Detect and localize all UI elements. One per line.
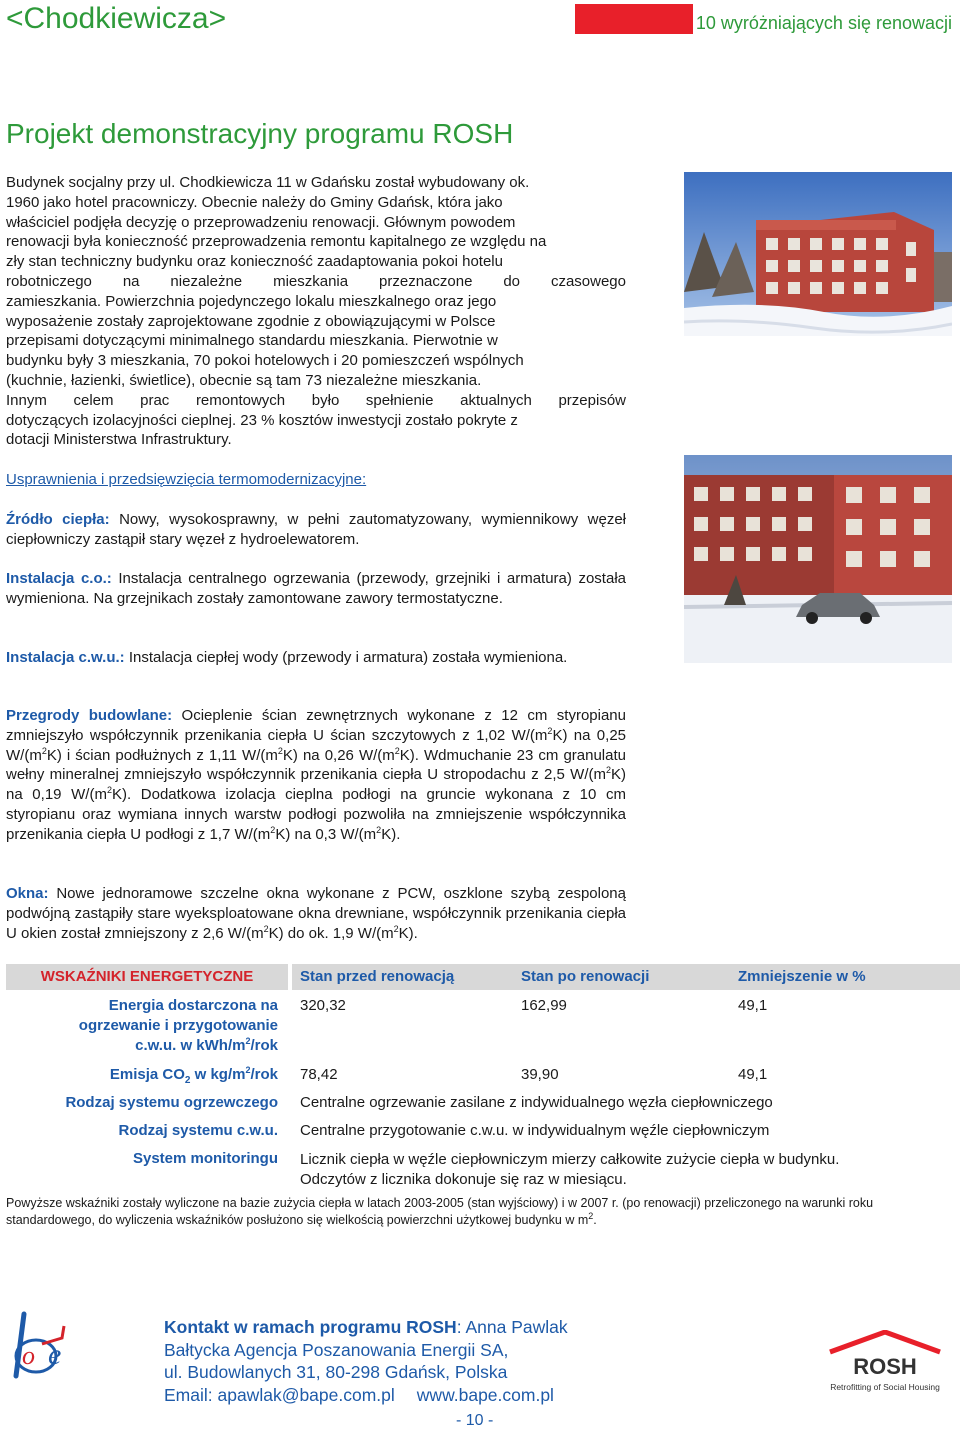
table-header-cell: Zmniejszenie w % — [730, 964, 960, 990]
partitions-label: Przegrody budowlane: — [6, 707, 173, 724]
row-label-text: Emisja CO — [109, 1066, 185, 1083]
table-cell: 49,1 — [738, 1066, 768, 1083]
contact-line — [164, 1384, 568, 1407]
table-cell: 39,90 — [521, 1066, 559, 1083]
intro-line: (kuchnie, łazienki, świetlice), obecnie są tam 73 niezależne mieszkania. — [6, 371, 482, 389]
row-label-heating-system: Rodzaj systemu ogrzewczego — [65, 1094, 278, 1111]
table-header-row — [6, 964, 952, 990]
row-label-monitoring: System monitoringu — [132, 1150, 278, 1167]
table-header-cell: WSKAŹNIKI ENERGETYCZNE — [6, 964, 288, 990]
contact-address: ul. Budowlanych 31, 80-298 Gdańsk, Polska — [164, 1362, 508, 1382]
header-series-label: 10 wyróżniających się renowacji — [695, 13, 952, 33]
intro-line: Budynek socjalny przy ul. Chodkiewicza 11 w Gdańsku został wybudowany ok. — [6, 174, 530, 191]
table-cell: 320,32 — [300, 997, 346, 1014]
partitions-text: K) na 0,19 W/(m — [6, 766, 626, 804]
windows-label: Okna: — [6, 885, 49, 902]
heat-source-text: Nowy, wysokosprawny, w pełni zautomatyzowany, wymiennikowy węzeł ciepłowniczy zastąpił stary węzeł z hydroelewatorem. — [6, 511, 627, 548]
row-label-line: ogrzewanie i przygotowanie — [78, 1017, 278, 1034]
contact-line — [164, 1316, 568, 1339]
heating-installation-paragraph — [6, 569, 626, 609]
table-cell-line: Odczytów z licznika dokonuje się raz w miesiącu. — [300, 1171, 627, 1188]
footnote-text: Powyższe wskaźniki zostały wyliczone na bazie zużycia ciepła w latach 2003-2005 (stan wyjściowy) i w 2007 r. (po renowacji) przeliczonego na warunki roku standardowego, do wyliczenia wskaźników posłużono się wielkością powierzchni użytkowej budynku w m — [6, 1196, 874, 1227]
intro-line: właściciel podjęła decyzję o przeprowadzeniu renowacji. Głównym powodem — [6, 213, 516, 231]
contact-website-link[interactable]: www.bape.com.pl — [416, 1384, 554, 1405]
table-header-cell: Stan przed renowacją — [292, 964, 517, 990]
contact-email[interactable]: Email: apawlak@bape.com.pl — [164, 1384, 395, 1405]
project-title: Projekt demonstracyjny programu ROSH — [6, 118, 514, 149]
table-cell: 49,1 — [738, 997, 768, 1014]
row-label-line — [6, 1036, 278, 1056]
heating-installation-text: Instalacja centralnego ogrzewania (przewody, grzejniki i armatura) została wymieniona. Na grzejnikach zostały zamontowane zawory termostatyczne. — [6, 570, 626, 607]
table-cell — [300, 1150, 839, 1190]
table-row — [6, 996, 952, 1058]
improvements-heading — [6, 470, 626, 490]
rosh-logo — [816, 1330, 954, 1396]
partitions-text: K). — [381, 825, 401, 843]
table-row — [6, 1094, 952, 1116]
superscript: 2 — [263, 923, 269, 934]
superscript: 2 — [547, 725, 553, 736]
bape-logo — [4, 1306, 84, 1388]
superscript: 2 — [245, 1065, 251, 1075]
table-row — [6, 1066, 952, 1088]
table-cell-line: Licznik ciepła w węźle ciepłowniczym mierzy całkowite zużycie ciepła w budynku. — [300, 1151, 840, 1168]
row-label-line: Energia dostarczona na — [108, 997, 278, 1014]
row-label-text: w kg/m — [190, 1066, 246, 1083]
svg-text:e: e — [48, 1338, 62, 1371]
hot-water-installation-text: Instalacja ciepłej wody (przewody i armatura) została wymieniona. — [124, 649, 568, 666]
hot-water-installation-label: Instalacja c.w.u.: — [6, 649, 125, 666]
superscript: 2 — [376, 824, 382, 835]
intro-line: wyposażenie zostały zaprojektowane zgodnie z obowiązującymi w Polsce — [6, 312, 496, 330]
intro-line: 1960 jako hotel pracowniczy. Obecnie należy do Gminy Gdańsk, która jako — [6, 193, 503, 211]
superscript: 2 — [245, 1036, 251, 1046]
partitions-paragraph — [6, 706, 626, 845]
intro-line: przepisami dotyczącymi minimalnego standardu mieszkania. Pierwotnie w — [6, 332, 498, 350]
building-photo-parking — [684, 455, 952, 663]
page-number: - 10 - — [456, 1412, 494, 1429]
improvements-heading-text: Usprawnienia i przedsięwzięcia termomodernizacyjne: — [6, 471, 367, 488]
intro-paragraph — [6, 173, 626, 450]
table-cell: Centralne ogrzewanie zasilane z indywidualnego węzła ciepłowniczego — [300, 1094, 773, 1111]
table-cell: 78,42 — [300, 1066, 338, 1083]
subscript: 2 — [184, 1075, 191, 1086]
contact-label: Kontakt w ramach programu ROSH — [164, 1317, 457, 1337]
table-cell: Centralne przygotowanie c.w.u. w indywidualnym węźle ciepłowniczym — [300, 1122, 770, 1139]
superscript: 2 — [394, 745, 400, 756]
row-label-emission — [6, 1066, 278, 1086]
partitions-text: K) na 0,26 W/(m — [282, 746, 395, 764]
partitions-text: K). Wdmuchanie 23 cm granulatu wełny mineralnej zmniejszyło współczynnik przenikania ciepła U stropodachu z 2,5 W/(m — [6, 746, 626, 784]
table-cell: 162,99 — [521, 997, 567, 1014]
intro-line: dotyczących izolacyjności cieplnej. 23 % kosztów inwestycji zostało pokryte z — [6, 411, 518, 429]
heat-source-paragraph — [6, 510, 626, 550]
partitions-text: K) na 0,3 W/(m — [275, 825, 377, 843]
rosh-logo-tagline: Retrofitting of Social Housing — [830, 1382, 940, 1392]
intro-line: robotniczego na niezależne mieszkania przeznaczone do czasowego — [6, 272, 626, 290]
partitions-text: K). Dodatkowa izolacja cieplna podłogi na gruncie wykonana z 10 cm styropianu oraz wymiana innych warstw podłogi pozwoliła na zmniejszenie współczynnika przenikania ciepła U podłogi z 1,7 W/(m — [6, 786, 626, 843]
superscript: 2 — [393, 923, 399, 934]
rosh-logo-text: ROSH — [853, 1354, 917, 1379]
superscript: 2 — [106, 785, 112, 796]
windows-paragraph — [6, 884, 626, 943]
svg-text:o: o — [22, 1341, 35, 1370]
footnote — [6, 1195, 956, 1229]
header-title: <Chodkiewicza> — [6, 2, 227, 35]
partitions-text: Ocieplenie ścian zewnętrznych wykonane z 12 cm styropianu zmniejszyło współczynnik przenikania ciepła U ścian szczytowych z 1,02 W/(m — [6, 707, 626, 744]
heating-installation-label: Instalacja c.o.: — [6, 570, 112, 587]
windows-text: K). — [398, 924, 418, 942]
superscript: 2 — [605, 765, 611, 776]
table-row — [6, 1150, 952, 1192]
contact-organization: Bałtycka Agencja Poszanowania Energii SA, — [164, 1339, 509, 1360]
contact-block — [164, 1316, 568, 1406]
intro-line: Innym celem prac remontowych było spełnienie aktualnych przepisów — [6, 391, 626, 409]
hot-water-installation-paragraph — [6, 648, 626, 668]
row-label-energy — [6, 996, 278, 1056]
superscript: 2 — [41, 745, 47, 756]
table-header-cell: Stan po renowacji — [513, 964, 734, 990]
superscript: 2 — [277, 745, 283, 756]
row-label-hot-water-system: Rodzaj systemu c.w.u. — [118, 1122, 278, 1139]
windows-text: K) do ok. 1,9 W/(m — [268, 924, 394, 942]
superscript: 2 — [588, 1210, 594, 1221]
superscript: 2 — [270, 824, 276, 835]
intro-line: renowacji była konieczność przeprowadzenia remontu kapitalnego ze względu na — [6, 233, 547, 251]
partitions-text: K) na 0,25 W/(m — [6, 726, 627, 764]
intro-line: budynku były 3 mieszkania, 70 pokoi hotelowych i 20 pomieszczeń wspólnych — [6, 352, 524, 370]
footnote-text: . — [593, 1213, 597, 1227]
windows-text: Nowe jednoramowe szczelne okna wykonane z PCW, oszklone szybą zespoloną podwójną zastąpiły stare wyeksploatowane okna drewniane, współczynnik przenikania ciepła U okien został zmniejszony z 2,6 W/(m — [6, 885, 626, 942]
building-photo-front — [684, 172, 952, 336]
row-label-text: /rok — [250, 1037, 278, 1054]
contact-name: : Anna Pawlak — [456, 1317, 568, 1337]
header-red-box — [575, 4, 693, 34]
intro-line: zamieszkania. Powierzchnia pojedynczego lokalu mieszkalnego oraz jego — [6, 292, 497, 310]
intro-line: dotacji Ministerstwa Infrastruktury. — [6, 431, 232, 449]
row-label-text: /rok — [250, 1066, 278, 1083]
intro-line: zły stan techniczny budynku oraz konieczność zaadaptowania pokoi hotelu — [6, 253, 503, 271]
row-label-text: c.w.u. w kWh/m — [135, 1037, 246, 1054]
table-row — [6, 1122, 952, 1144]
heat-source-label: Źródło ciepła: — [6, 511, 110, 528]
partitions-text: K) i ścian podłużnych z 1,11 W/(m — [46, 746, 278, 764]
